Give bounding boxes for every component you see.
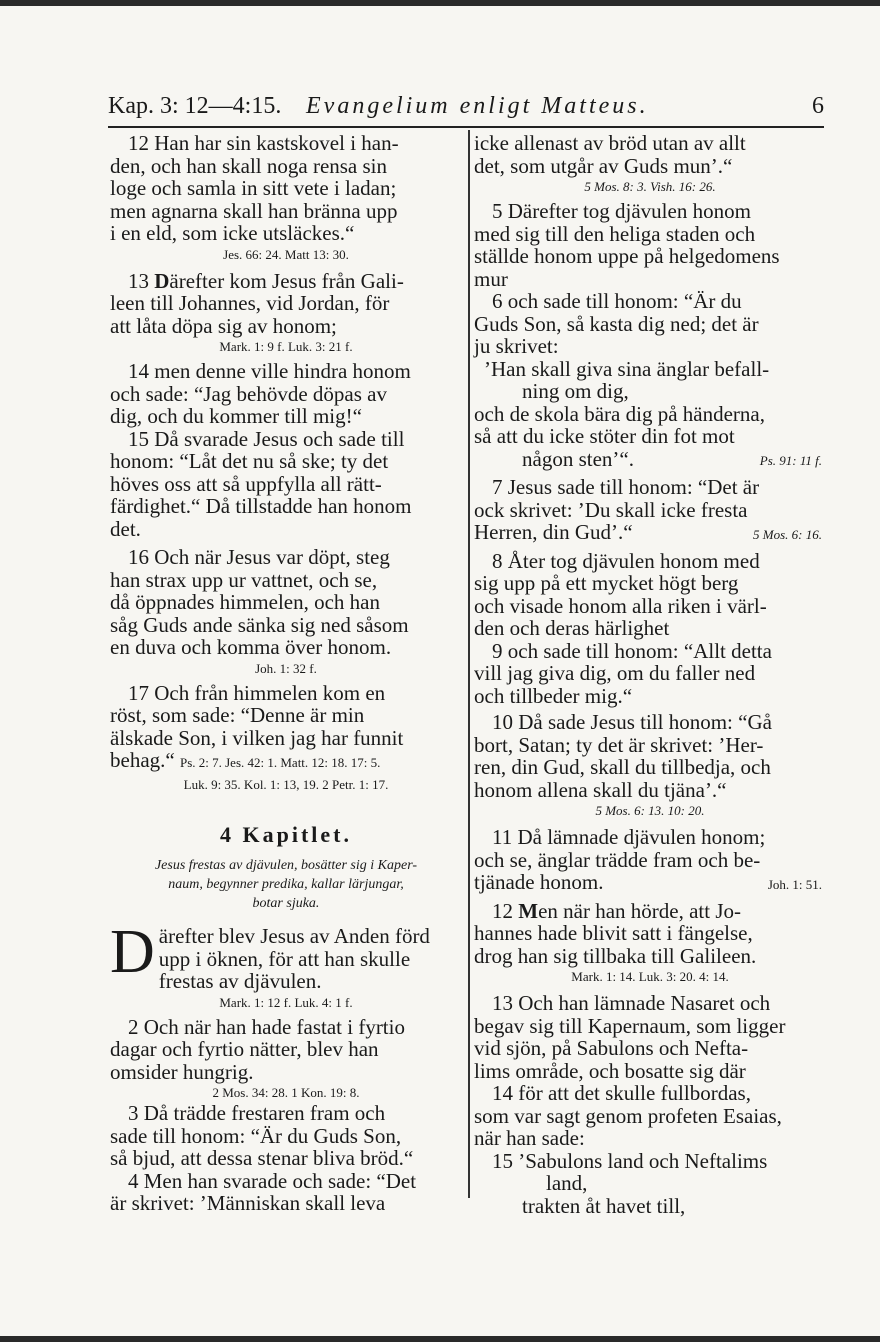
cross-reference: Luk. 9: 35. Kol. 1: 13, 19. 2 Petr. 1: 17.: [183, 776, 389, 792]
verse-4-11-end: [474, 871, 826, 894]
text-line: lims område, och bosatte sig där: [474, 1058, 746, 1083]
text-line: 13 Och han lämnade Nasaret och: [492, 991, 771, 1015]
text-line: begav sig till Kapernaum, som ligger: [474, 1013, 786, 1038]
cross-reference: Joh. 1: 32 f.: [255, 660, 317, 676]
verse-4-7: [474, 476, 826, 521]
summary-line: Jesus frestas av djävulen, bosätter sig i Kaper-: [154, 858, 418, 873]
text-line: den och deras härlighet: [474, 616, 670, 640]
text-line: han strax upp ur vattnet, och se,: [110, 567, 378, 592]
verse-4-13: [474, 992, 826, 1082]
text-line: hannes hade blivit satt i fängelse,: [474, 921, 753, 945]
text-line: drog han sig tillbaka till Galileen.: [474, 943, 757, 968]
page-edge-top: [0, 0, 880, 6]
book-title: Evangelium enligt Matteus.: [306, 93, 649, 119]
text-line: bort, Satan; ty det är skrivet: ’Her-: [474, 732, 764, 757]
right-column: [474, 132, 826, 1217]
text-line: det, som utgår av Guds mun’.“: [474, 153, 733, 178]
text-line: ren, din Gud, skall du tillbedja, och: [474, 755, 771, 779]
verse-4-12: [474, 900, 826, 968]
text-line: vid sjön, på Sabulons och Nefta-: [474, 1036, 749, 1060]
text-line: mur: [474, 266, 508, 291]
page-edge-bottom: [0, 1336, 880, 1342]
text-line: 8 Åter tog djävulen honom med: [492, 548, 760, 573]
quote-last-line: [474, 448, 826, 471]
verse-3-12: [110, 132, 462, 245]
text-line: 9 och sade till honom: “Allt detta: [492, 638, 772, 663]
text-line: älskade Son, i vilken jag har funnit: [110, 725, 404, 750]
text-line: att låta döpa sig av honom;: [110, 313, 337, 338]
text-line: ju skrivet:: [474, 334, 559, 358]
text-line: loge och samla in sitt vete i ladan;: [110, 176, 397, 200]
initial-letter: M: [518, 898, 539, 923]
text-line: sade till honom: “Är du Guds Son,: [110, 1123, 402, 1148]
text-line: 7 Jesus sade till honom: “Det är: [492, 475, 760, 499]
text-line: 3 Då trädde frestaren fram och: [128, 1101, 386, 1125]
text-line: Guds Son, så kasta dig ned; det är: [474, 311, 759, 336]
text-line: är skrivet: ’Människan skall leva: [110, 1191, 386, 1215]
text-line: med sig till den heliga staden och: [474, 221, 756, 246]
text-line: 5 Därefter tog djävulen honom: [492, 199, 751, 223]
cross-reference: Ps. 91: 11 f.: [759, 452, 822, 468]
cross-reference: Mark. 1: 12 f. Luk. 4: 1 f.: [219, 994, 353, 1010]
cross-reference: Mark. 1: 9 f. Luk. 3: 21 f.: [219, 339, 353, 354]
verse-number: 12: [492, 898, 513, 923]
verse-3-13: [110, 270, 462, 338]
text-line: och visade honom alla riken i värl-: [474, 593, 767, 618]
verse-4-15: [474, 1150, 826, 1218]
text-line: 2 Och när han hade fastat i fyrtio: [128, 1014, 405, 1039]
verse-4-10: [474, 711, 826, 801]
page-number: 6: [812, 93, 824, 119]
verse-4-9: [474, 640, 826, 708]
cross-reference: Jes. 66: 24. Matt 13: 30.: [223, 246, 349, 262]
text-line: omsider hungrig.: [110, 1059, 254, 1084]
verse-3-16: [110, 546, 462, 659]
cross-reference: 5 Mos. 8: 3. Vish. 16: 26.: [584, 179, 716, 194]
verse-4-4: [110, 1170, 462, 1215]
verse-4-5: [474, 200, 826, 290]
text-line: 14 för att det skulle fullbordas,: [492, 1081, 751, 1105]
chapter-reference: Kap. 3: 12—4:15.: [108, 93, 282, 119]
text-line: 6 och sade till honom: “Är du: [492, 289, 742, 313]
text-line: 14 men denne ville hindra honom: [128, 359, 411, 383]
verse-4-4-continued: [474, 132, 826, 177]
text-line: ärefter kom Jesus från Gali-: [169, 268, 404, 293]
text-line: ’Han skall giva sina änglar befall-: [484, 356, 770, 381]
cross-reference: 2 Mos. 34: 28. 1 Kon. 19: 8.: [212, 1085, 360, 1100]
text-line: land,: [546, 1171, 588, 1195]
drop-cap: D: [110, 918, 155, 986]
verse-4-11: [474, 826, 826, 871]
text-line: Herren, din Gud’.“: [474, 520, 633, 544]
cross-reference: Ps. 2: 7. Jes. 42: 1. Matt. 12: 18. 17: 5.: [179, 755, 381, 770]
text-line: 4 Men han svarade och sade: “Det: [128, 1168, 417, 1193]
text-line: 17 Och från himmelen kom en: [128, 680, 386, 705]
text-line: röst, som sade: “Denne är min: [110, 703, 365, 727]
text-line: honom allena skall du tjäna’.“: [474, 777, 727, 802]
text-line: färdighet.“ Då tillstadde han honom: [110, 494, 412, 518]
text-line: tjänade honom.: [474, 870, 604, 894]
verse-3-15: [110, 428, 462, 541]
text-line: en när han hörde, att Jo-: [538, 898, 742, 923]
text-line: vill jag giva dig, om du faller ned: [474, 661, 756, 685]
text-line: den, och han skall noga rensa sin: [110, 153, 388, 178]
text-line: dagar och fyrtio nätter, blev han: [110, 1037, 379, 1061]
text-line: 10 Då sade Jesus till honom: “Gå: [492, 710, 772, 734]
text-line: ock skrivet: ’Du skall icke fresta: [474, 497, 748, 522]
text-line: 15 ’Sabulons land och Neftalims: [492, 1148, 768, 1173]
text-line: någon sten’“.: [522, 446, 634, 471]
verse-3-17: [110, 682, 462, 750]
left-column: [110, 132, 462, 1215]
verse-4-7-end: [474, 521, 826, 544]
text-line: det.: [110, 516, 141, 541]
text-line: som var sagt genom profeten Esaias,: [474, 1103, 782, 1128]
text-line: sig upp på ett mycket högt berg: [474, 571, 739, 595]
verse-4-14: [474, 1082, 826, 1150]
verse-4-2: [110, 1016, 462, 1084]
header-rule: [108, 126, 824, 128]
text-line: och de skola bära dig på händerna,: [474, 401, 765, 426]
verse-4-1: [110, 918, 462, 993]
text-line: ärefter blev Jesus av Anden förd: [158, 924, 430, 948]
text-line: trakten åt havet till,: [522, 1193, 686, 1218]
text-line: 11 Då lämnade djävulen honom;: [492, 825, 766, 849]
text-line: så bjud, att dessa stenar bliva bröd.“: [110, 1146, 414, 1170]
verse-3-14: [110, 360, 462, 428]
text-line: behag.“: [110, 748, 175, 772]
summary-line: naum, begynner predika, kallar lärjungar,: [168, 877, 404, 892]
text-line: honom: “Låt det nu så ske; ty det: [110, 449, 389, 473]
text-line: och se, änglar trädde fram och be-: [474, 847, 761, 872]
text-line: och tillbeder mig.“: [474, 683, 633, 708]
text-line: då öppnades himmelen, och han: [110, 590, 381, 614]
text-line: icke allenast av bröd utan av allt: [474, 131, 746, 155]
verse-4-8: [474, 550, 826, 640]
text-line: 15 Då svarade Jesus och sade till: [128, 426, 405, 451]
text-line: leen till Johannes, vid Jordan, för: [110, 291, 390, 315]
text-line: frestas av djävulen.: [158, 969, 322, 993]
verse-3-17-end: [110, 749, 462, 775]
column-divider: [468, 130, 470, 1198]
verse-number: 13: [128, 268, 149, 293]
text-line: ställde honom uppe på helgedomens: [474, 244, 780, 268]
text-line: upp i öknen, för att han skulle: [158, 946, 411, 971]
cross-reference: Joh. 1: 51.: [767, 877, 822, 892]
text-line: men agnarna skall han bränna upp: [110, 198, 398, 223]
text-line: i en eld, som icke utsläckes.“: [110, 221, 355, 245]
text-line: så att du icke stöter din fot mot: [474, 424, 735, 448]
cross-reference: 5 Mos. 6: 16.: [753, 527, 822, 542]
initial-letter: D: [154, 268, 170, 293]
text-line: 16 Och när Jesus var döpt, steg: [128, 545, 390, 569]
summary-line: botar sjuka.: [252, 896, 320, 911]
quotation: [474, 358, 826, 471]
text-line: en duva och komma över honom.: [110, 635, 392, 659]
text-line: 12 Han har sin kastskovel i han-: [128, 131, 399, 155]
text-line: dig, och du kommer till mig!“: [110, 404, 362, 428]
text-line: såg Guds ande sänka sig ned såsom: [110, 612, 409, 637]
chapter-summary: [116, 856, 456, 913]
verse-4-6: [474, 290, 826, 358]
cross-reference: Mark. 1: 14. Luk. 3: 20. 4: 14.: [571, 969, 729, 984]
page-header: [108, 90, 824, 122]
text-line: och sade: “Jag behövde döpas av: [110, 381, 387, 406]
chapter-heading: 4 Kapitlet.: [220, 821, 352, 847]
text-line: höves oss att så uppfylla all rätt-: [110, 471, 382, 496]
verse-4-3: [110, 1102, 462, 1170]
text-line: ning om dig,: [522, 379, 629, 403]
cross-reference: 5 Mos. 6: 13. 10: 20.: [595, 803, 705, 818]
text-line: när han sade:: [474, 1126, 585, 1150]
